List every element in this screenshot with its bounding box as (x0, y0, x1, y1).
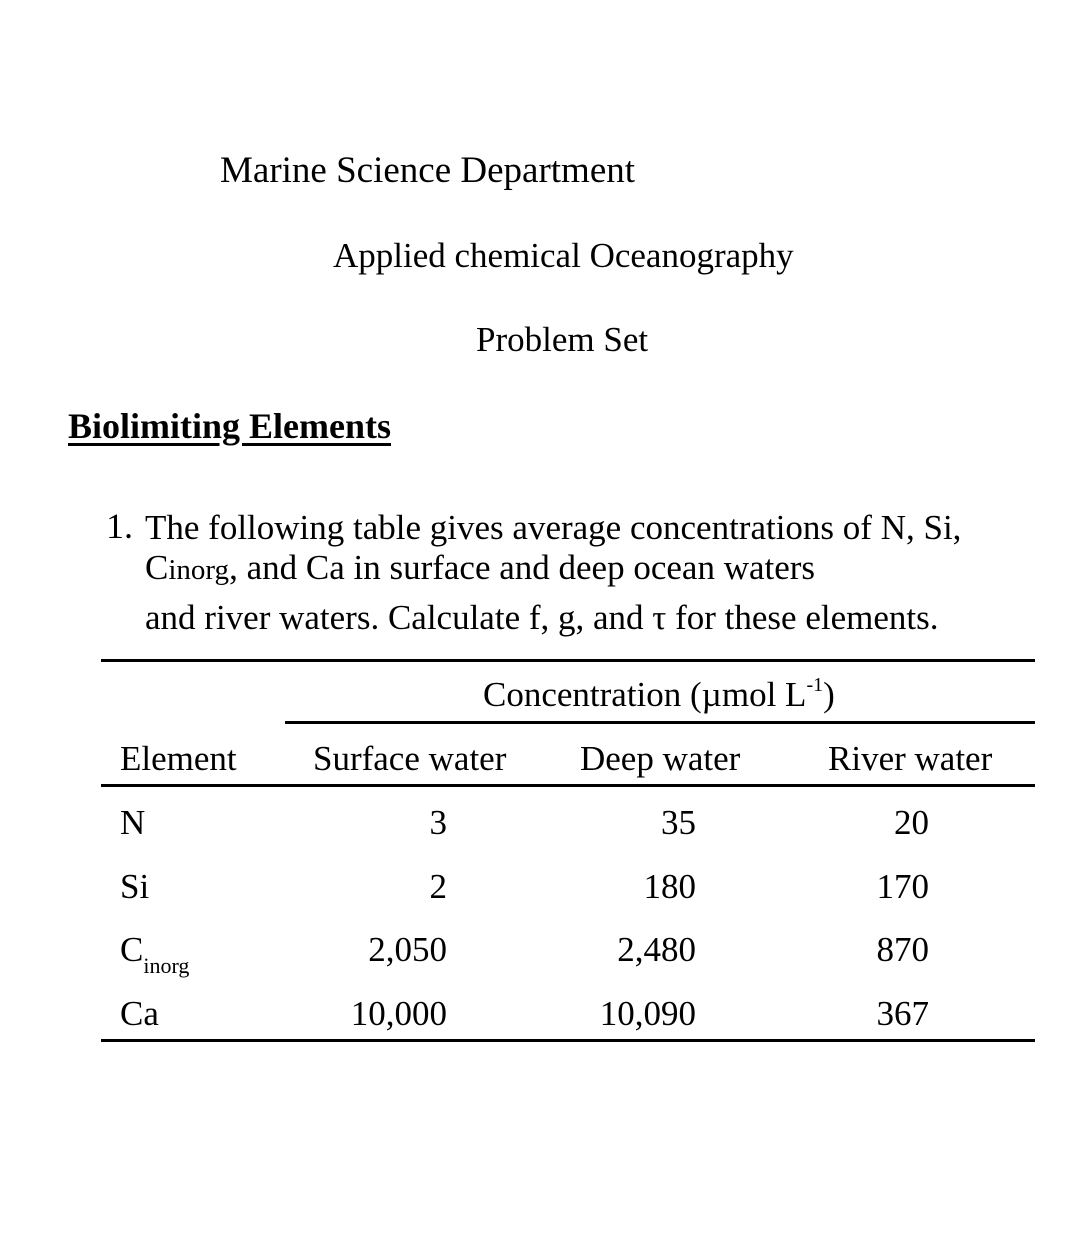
cell-surface: 3 (429, 803, 447, 842)
question-line-2 (145, 550, 815, 585)
cell-river: 367 (876, 994, 929, 1033)
question-line-2-small: inorg (168, 554, 230, 586)
cell-element: N (120, 803, 146, 842)
question-line-2-rest: , and Ca in surface and deep ocean waters (229, 548, 816, 587)
question-line-1: The following table gives average concentrations of N, Si, (145, 508, 962, 547)
concentration-rule (285, 721, 1035, 724)
question-line-2-base: C (145, 548, 169, 587)
cell-element: $C_{inorg}$ (120, 930, 190, 978)
cell-river: 870 (876, 930, 929, 969)
cell-deep: 10,090 (599, 994, 696, 1033)
problem-set-title: Problem Set (476, 320, 649, 359)
section-heading: Biolimiting Elements (68, 406, 391, 446)
cell-surface: 10,000 (350, 994, 447, 1033)
table-top-rule (101, 659, 1035, 662)
course-title: Applied chemical Oceanography (333, 236, 794, 275)
column-header-element: Element (120, 739, 237, 778)
cell-surface: 2,050 (368, 930, 447, 969)
concentration-header (483, 674, 835, 714)
question-line-3: and river waters. Calculate f, g, and τ for these elements. (145, 598, 939, 637)
concentration-close: ) (823, 675, 835, 714)
cell-deep: 35 (661, 803, 696, 842)
question-number: 1. (106, 506, 133, 546)
cell-element: Si (120, 867, 150, 906)
table-bottom-rule (101, 1039, 1035, 1042)
concentration-label: Concentration (µmol L (483, 675, 807, 714)
cell-deep: 2,480 (617, 930, 696, 969)
cell-river: 20 (894, 803, 929, 842)
cell-river: 170 (876, 867, 929, 906)
cell-surface: 2 (429, 867, 447, 906)
column-header-surface: Surface water (313, 739, 507, 778)
cell-deep: 180 (643, 867, 696, 906)
column-header-river: River water (828, 739, 993, 778)
department-name: Marine Science Department (220, 150, 636, 191)
concentration-exponent: -1 (806, 674, 824, 696)
column-header-deep: Deep water (580, 739, 741, 778)
header-rule (101, 784, 1035, 787)
cell-element: Ca (120, 994, 159, 1033)
